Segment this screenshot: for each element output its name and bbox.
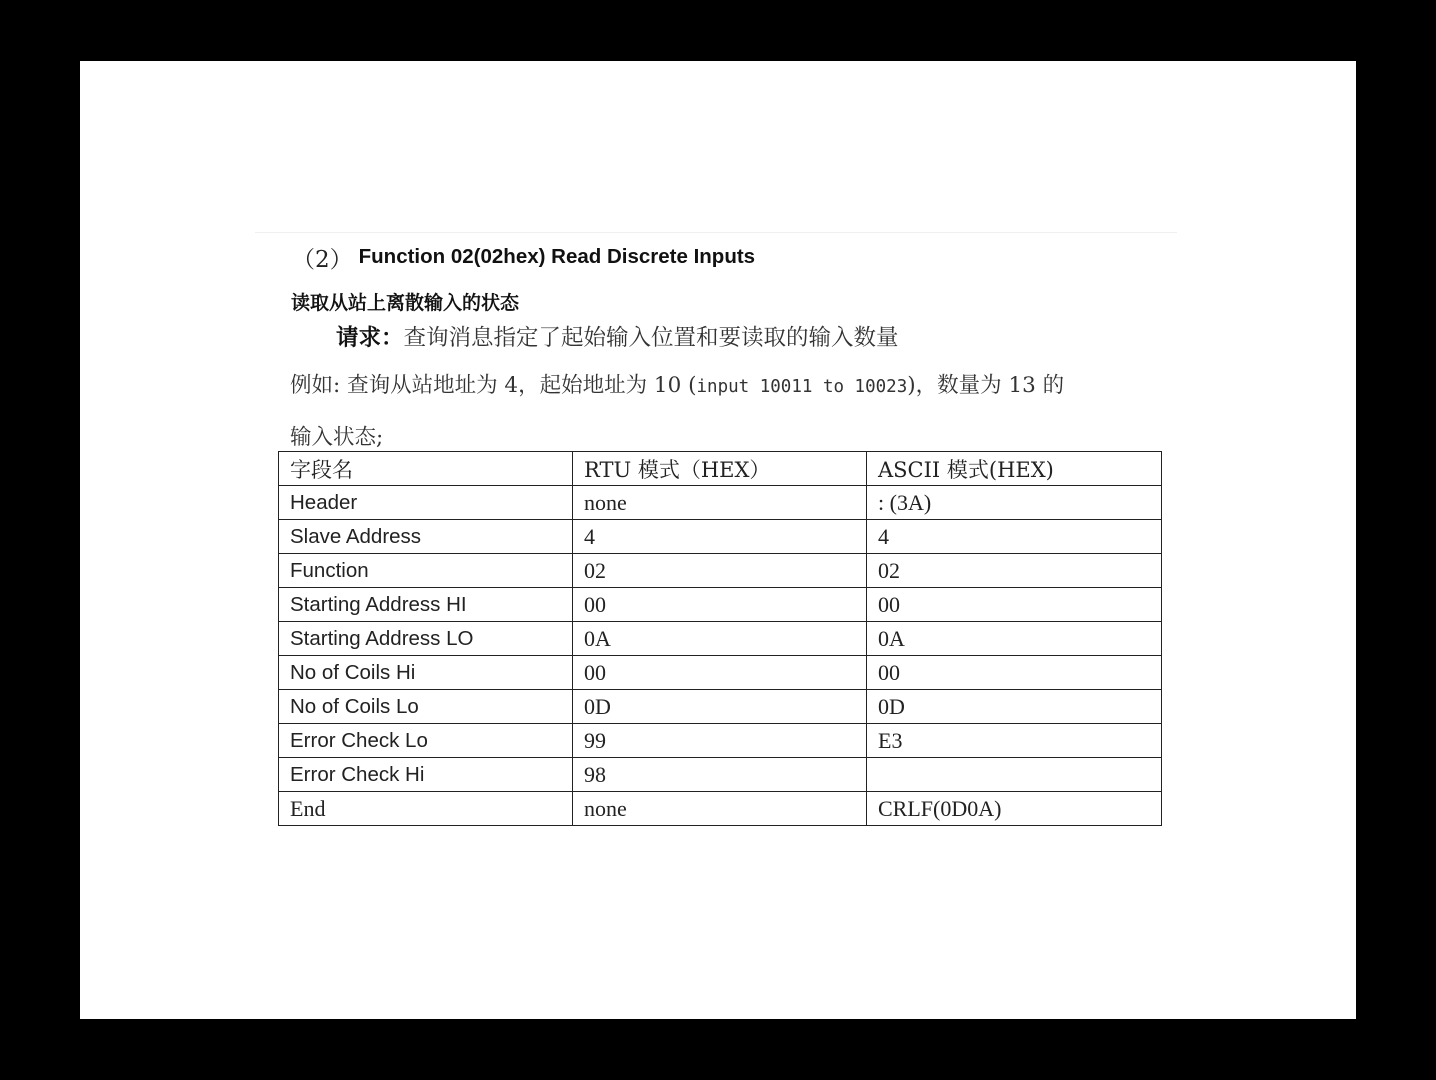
- field-cell: Function: [279, 554, 573, 588]
- rtu-cell: 00: [573, 588, 867, 622]
- rtu-cell: 0D: [573, 690, 867, 724]
- ascii-cell: 02: [867, 554, 1162, 588]
- rtu-cell: 99: [573, 724, 867, 758]
- section-heading: [292, 237, 755, 277]
- table-row: [279, 792, 1162, 826]
- top-divider: [255, 232, 1177, 233]
- field-cell: Starting Address LO: [279, 622, 573, 656]
- ascii-cell: 00: [867, 656, 1162, 690]
- header-rtu-mode: RTU 模式（HEX）: [573, 452, 867, 486]
- header-ascii-mode: ASCII 模式(HEX): [867, 452, 1162, 486]
- rtu-cell: 02: [573, 554, 867, 588]
- table-row: [279, 588, 1162, 622]
- table-row: [279, 656, 1162, 690]
- ascii-cell: [867, 758, 1162, 792]
- rtu-cell: 0A: [573, 622, 867, 656]
- rtu-cell: none: [573, 486, 867, 520]
- table-row: [279, 690, 1162, 724]
- document-page: [80, 61, 1356, 1019]
- table-row: [279, 622, 1162, 656]
- example-line-1: [290, 368, 1190, 399]
- section-subtitle: 读取从站上离散输入的状态: [291, 292, 520, 314]
- section-number: （2）: [292, 246, 353, 273]
- rtu-cell: 4: [573, 520, 867, 554]
- table-row: [279, 520, 1162, 554]
- example-text-b: )，数量为 13 的: [907, 373, 1065, 398]
- ascii-cell: 00: [867, 588, 1162, 622]
- field-cell: Error Check Lo: [279, 724, 573, 758]
- ascii-cell: CRLF(0D0A): [867, 792, 1162, 826]
- ascii-cell: 0A: [867, 622, 1162, 656]
- request-text: 查询消息指定了起始输入位置和要读取的输入数量: [403, 325, 899, 351]
- field-cell: Header: [279, 486, 573, 520]
- table-row: [279, 486, 1162, 520]
- field-cell: Starting Address HI: [279, 588, 573, 622]
- table-row: [279, 724, 1162, 758]
- request-frame-table: [278, 451, 1162, 826]
- rtu-cell: none: [573, 792, 867, 826]
- field-cell: Error Check Hi: [279, 758, 573, 792]
- ascii-cell: 4: [867, 520, 1162, 554]
- request-description: [336, 320, 899, 352]
- example-text-a: 例如: 查询从站地址为 4，起始地址为 10 (: [290, 373, 697, 398]
- table-row: [279, 758, 1162, 792]
- section-title: Function 02(02hex) Read Discrete Inputs: [358, 245, 756, 268]
- example-input-range: input 10011 to 10023: [696, 377, 908, 397]
- ascii-cell: 0D: [867, 690, 1162, 724]
- rtu-cell: 98: [573, 758, 867, 792]
- example-line-2: 输入状态;: [290, 425, 384, 450]
- header-field-name: 字段名: [279, 452, 573, 486]
- table-header-row: [279, 452, 1162, 486]
- request-label: 请求：: [336, 325, 404, 351]
- field-cell: End: [279, 792, 573, 826]
- field-cell: No of Coils Lo: [279, 690, 573, 724]
- rtu-cell: 00: [573, 656, 867, 690]
- table-row: [279, 554, 1162, 588]
- ascii-cell: E3: [867, 724, 1162, 758]
- field-cell: Slave Address: [279, 520, 573, 554]
- ascii-cell: : (3A): [867, 486, 1162, 520]
- field-cell: No of Coils Hi: [279, 656, 573, 690]
